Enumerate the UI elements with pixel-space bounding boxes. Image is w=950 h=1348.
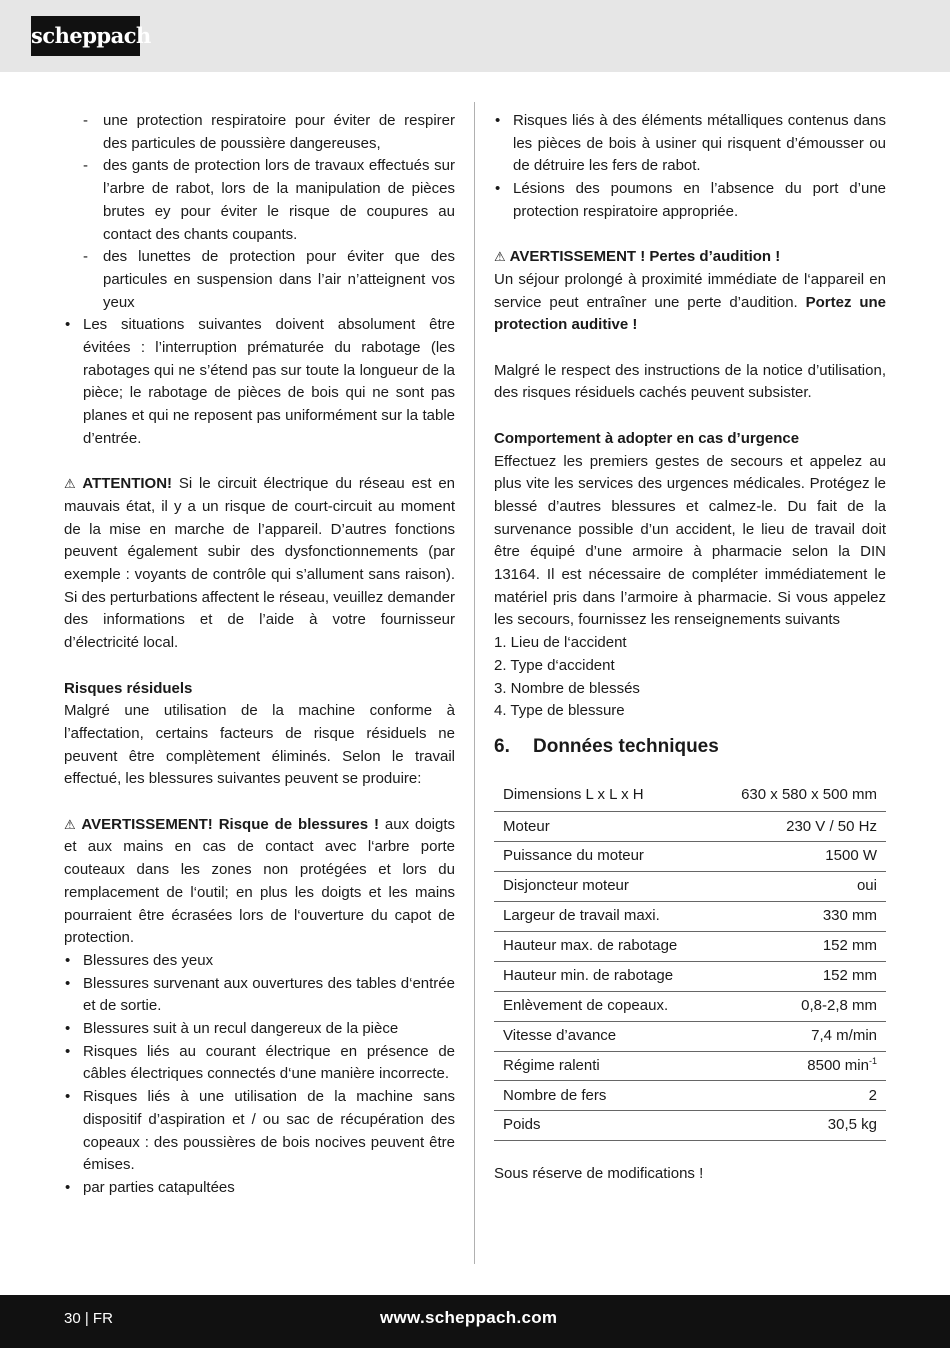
- residual-risks-heading: Risques résiduels: [64, 679, 193, 697]
- spec-label: Poids: [494, 1111, 712, 1141]
- warning-triangle-icon: ⚠: [64, 476, 79, 492]
- spec-label: Dimensions L x L x H: [494, 779, 712, 812]
- hearing-warning-heading: ⚠ AVERTISSEMENT ! Pertes d’audition !: [494, 248, 781, 266]
- bullet-item: • Risques liés à des éléments métalliques contenus dans les pièces de bois à usiner qui risquent d’émousser ou de détruire les fers de rabot.: [495, 112, 886, 175]
- spec-value: 230 V / 50 Hz: [712, 812, 886, 842]
- spec-value: 152 mm: [712, 932, 886, 962]
- spec-row: [494, 1051, 886, 1081]
- injury-warning-label: AVERTISSEMENT! Risque de blessures !: [81, 815, 379, 833]
- emergency-heading: Comportement à adopter en cas d’urgence: [494, 429, 800, 447]
- bullet-item: • Blessures survenant aux ouvertures des tables d‘entrée et de sortie.: [65, 974, 455, 1015]
- warning-triangle-icon: ⚠: [494, 249, 506, 265]
- residual-risks-text: Malgré une utilisation de la machine conforme à l’affectation, certains facteurs de risque résiduels ne peuvent être complètement éliminés. Selon le travail effectué, les blessures suivantes peuvent se produire:: [64, 702, 455, 788]
- attention-paragraph: ⚠ ATTENTION! Si le circuit électrique du réseau est en mauvais état, il y a un risque de court-circuit au moment de la mise en marche de l’appareil. D’autres fonctions peuvent également subir des dysfonctionnements (par exemple : voyants de contrôle qui s’allument sans raison). Si des perturbations affectent le réseau, veuillez demander des informations et de l’aide à votre fournisseur d’électricité local.: [64, 475, 456, 652]
- spec-label: Puissance du moteur: [494, 842, 712, 872]
- spec-label: Moteur: [494, 812, 712, 842]
- spec-row: [494, 872, 886, 902]
- spec-row: [494, 961, 886, 991]
- dash-item: - des gants de protection lors de travaux effectués sur l’arbre de rabot, lors de la manipulation de pièces brutes ey pour éviter le risque de coupures au contact des chants coupants.: [83, 157, 455, 243]
- hearing-warning-text: Un séjour prolongé à proximité immédiate de l‘appareil en service peut entraîner une perte d’audition. Portez une protection auditive !: [494, 270, 886, 334]
- bullet-item: • Lésions des poumons en l’absence du port d’une protection respiratoire appropriée.: [495, 180, 886, 220]
- spec-value: oui: [712, 872, 886, 902]
- modification-note: Sous réserve de modifications !: [494, 1165, 704, 1183]
- spec-value: 0,8-2,8 mm: [712, 991, 886, 1021]
- bullet-item: • Blessures suit à un recul dangereux de la pièce: [65, 1020, 399, 1038]
- spec-row: [494, 991, 886, 1021]
- spec-label: Hauteur min. de rabotage: [494, 961, 712, 991]
- emergency-list-item: 1. Lieu de l‘accident: [494, 634, 627, 652]
- spec-label: Disjoncteur moteur: [494, 872, 712, 902]
- residual-note: Malgré le respect des instructions de la notice d’utilisation, des risques résiduels cachés peuvent subsister.: [494, 361, 886, 402]
- spec-label: Régime ralenti: [494, 1051, 712, 1081]
- spec-table: [494, 779, 886, 1141]
- spec-label: Vitesse d’avance: [494, 1021, 712, 1051]
- left-column: [64, 110, 455, 1200]
- bullet-item: • par parties catapultées: [65, 1179, 235, 1196]
- attention-label: ATTENTION!: [82, 475, 173, 493]
- dash-item: - une protection respiratoire pour éviter de respirer des particules de poussière dangereuses,: [83, 112, 455, 152]
- emergency-list-item: 2. Type d‘accident: [494, 656, 615, 674]
- emergency-text: Effectuez les premiers gestes de secours et appelez au plus vite les services des urgences médicales. Protégez le blessé d’autres blessures et calmez-le. Du fait de la survenance possible d’un accident, le lieu de travail doit être équipé d’une armoire à pharmacie selon la DIN 13164. Il est nécessaire de compléter immédiatement le matériel pris dans l’armoire à pharmacie. Si vous appelez les secours, fournissez les renseignements suivants: [494, 452, 886, 629]
- spec-value: 30,5 kg: [712, 1111, 886, 1141]
- page-number: 30 | FR: [64, 1310, 113, 1327]
- spec-row: [494, 1111, 886, 1141]
- spec-row: [494, 1081, 886, 1111]
- injury-warning-paragraph: ⚠ AVERTISSEMENT! Risque de blessures ! aux doigts et aux mains en cas de contact avec l‘arbre porte couteaux dans les zones non protégées et lors du remplacement de l‘outil; en plus les doigts et les mains pourraient être écrasées lors de l‘ouverture du capot de protection.: [64, 815, 456, 947]
- column-divider: [474, 102, 475, 1264]
- bullet-item: • Blessures des yeux: [65, 951, 214, 969]
- bullet-item: • Risques liés à une utilisation de la machine sans dispositif d’aspiration et / ou sac de récupération des copeaux : des poussières de bois nocives peuvent être émises.: [65, 1088, 455, 1174]
- spec-row: [494, 779, 886, 812]
- spec-row: [494, 1021, 886, 1051]
- spec-row: [494, 902, 886, 932]
- spec-value: 7,4 m/min: [712, 1021, 886, 1051]
- bullet-item: • Les situations suivantes doivent absolument être évitées : l’interruption prématurée du rabotage (les rabotages qui ne s’étend pas sur toute la longueur de la pièce; le rabotage de pièces de bois qui ne sont pas planes et qui ne reposent pas uniformément sur la table d’entrée.: [65, 316, 455, 447]
- spec-label: Enlèvement de copeaux.: [494, 991, 712, 1021]
- spec-row: [494, 812, 886, 842]
- spec-row: [494, 842, 886, 872]
- dash-item: - des lunettes de protection pour éviter que des particules en suspension dans l’air n’atteignent vos yeux: [83, 248, 455, 311]
- spec-label: Hauteur max. de rabotage: [494, 932, 712, 962]
- spec-row: [494, 932, 886, 962]
- bullet-item: • Risques liés au courant électrique en présence de câbles électriques connectés d‘une manière incorrecte.: [65, 1042, 455, 1083]
- warning-triangle-icon: ⚠: [64, 816, 78, 832]
- spec-value: 630 x 580 x 500 mm: [712, 779, 886, 812]
- spec-label: Largeur de travail maxi.: [494, 902, 712, 932]
- spec-value: 8500 $\min^{-1}$: [712, 1051, 886, 1081]
- spec-value: 330 mm: [712, 902, 886, 932]
- spec-label: Nombre de fers: [494, 1081, 712, 1111]
- website-link[interactable]: www.scheppach.com: [380, 1308, 558, 1327]
- page-footer: [0, 1295, 950, 1348]
- page-header: [0, 0, 950, 72]
- spec-value: 152 mm: [712, 961, 886, 991]
- emergency-list-item: 4. Type de blessure: [494, 702, 625, 720]
- section-heading: 6. Données techniques: [494, 735, 719, 757]
- right-column: [494, 110, 886, 1186]
- spec-value: 1500 W: [712, 842, 886, 872]
- emergency-list-item: 3. Nombre de blessés: [494, 679, 640, 697]
- scheppach-logo: scheppach: [31, 16, 140, 56]
- spec-value: 2: [712, 1081, 886, 1111]
